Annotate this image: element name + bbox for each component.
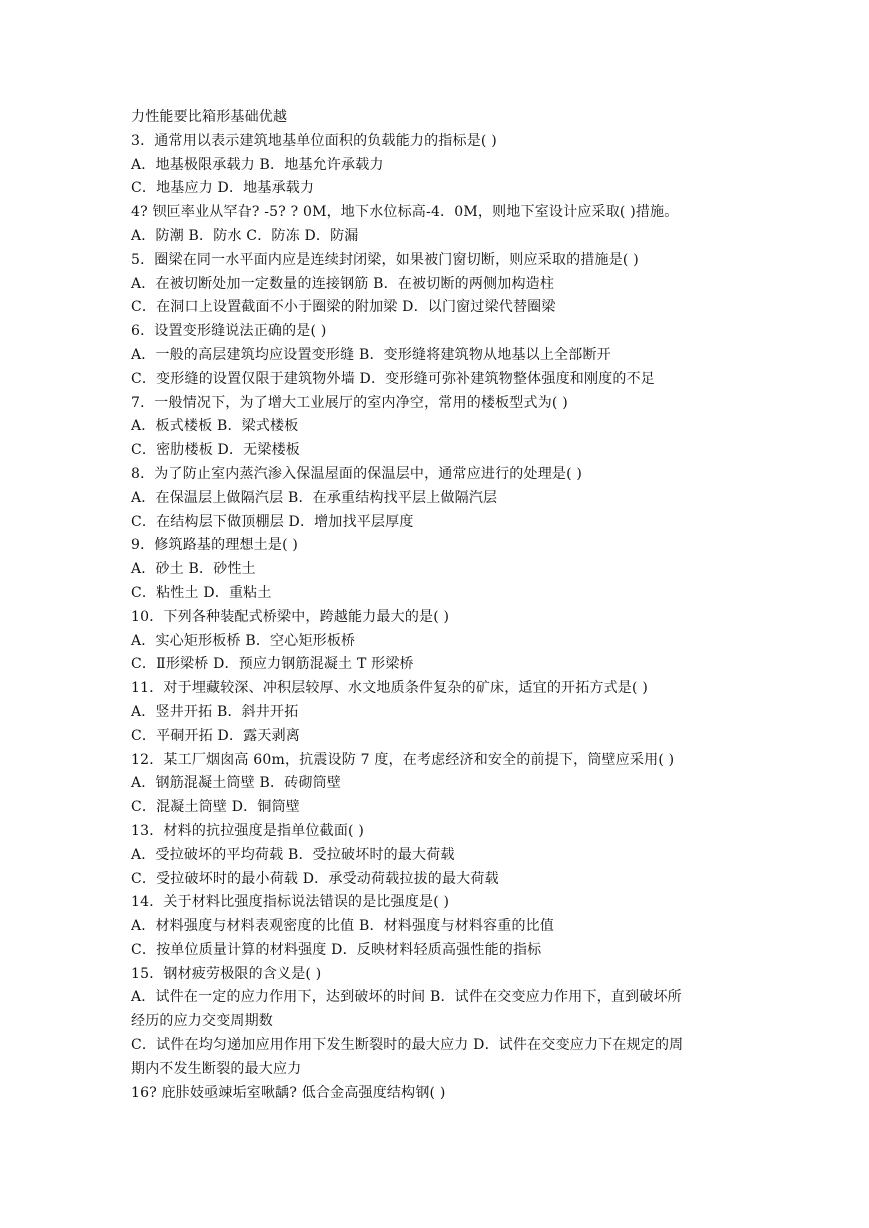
question-16: 16? 庇胩妓亟竦垢室啾龋? 低合金高强度结构钢( ) xyxy=(131,1084,446,1101)
question-12-options-ab: A．钢筋混凝土筒壁 B．砖砌筒壁 xyxy=(131,775,342,792)
question-12: 12．某工厂烟囱高 60m，抗震设防 7 度，在考虑经济和安全的前提下，筒壁应采用( ) xyxy=(131,751,675,768)
question-15-options-ab-cont: 经历的应力交变周期数 xyxy=(131,1013,273,1030)
question-10: 10．下列各种装配式桥梁中，跨越能力最大的是( ) xyxy=(131,608,450,625)
question-7-options-ab: A．板式楼板 B．梁式楼板 xyxy=(131,418,299,435)
question-13: 13．材料的抗拉强度是指单位截面( ) xyxy=(131,822,364,839)
question-3-options-ab: A．地基极限承载力 B．地基允许承载力 xyxy=(131,156,384,173)
question-13-options-cd: C．受拉破坏时的最小荷载 D．承受动荷载拉拔的最大荷载 xyxy=(131,870,499,887)
question-5-options-ab: A．在被切断处加一定数量的连接钢筋 B．在被切断的两侧加构造柱 xyxy=(131,275,555,292)
question-11-options-cd: C．平硐开拓 D．露天剥离 xyxy=(131,727,300,744)
question-10-options-ab: A．实心矩形板桥 B．空心矩形板桥 xyxy=(131,632,356,649)
question-10-options-cd: C．Ⅱ形梁桥 D．预应力钢筋混凝土 T 形梁桥 xyxy=(131,656,414,673)
question-14-options-ab: A．材料强度与材料表观密度的比值 B．材料强度与材料容重的比值 xyxy=(131,918,555,935)
question-4-options: A．防潮 B．防水 C．防冻 D．防漏 xyxy=(131,227,359,244)
question-15-options-cd-cont: 期内不发生断裂的最大应力 xyxy=(131,1060,302,1077)
question-13-options-ab: A．受拉破坏的平均荷载 B．受拉破坏时的最大荷载 xyxy=(131,846,455,863)
question-8: 8．为了防止室内蒸汽渗入保温屋面的保温层中，通常应进行的处理是( ) xyxy=(131,465,583,482)
question-7-options-cd: C．密肋楼板 D．无梁楼板 xyxy=(131,442,300,459)
question-12-options-cd: C．混凝土筒壁 D．铜筒壁 xyxy=(131,799,300,816)
question-15: 15．钢材疲劳极限的含义是( ) xyxy=(131,965,322,982)
question-9: 9．修筑路基的理想土是( ) xyxy=(131,537,299,554)
question-9-options-cd: C．粘性土 D．重粘土 xyxy=(131,584,272,601)
question-5-options-cd: C．在洞口上设置截面不小于圈梁的附加梁 D．以门窗过梁代替圈梁 xyxy=(131,299,556,316)
question-11-options-ab: A．竖井开拓 B．斜井开拓 xyxy=(131,703,299,720)
question-7: 7．一般情况下，为了增大工业展厅的室内净空，常用的楼板型式为( ) xyxy=(131,394,568,411)
question-8-options-ab: A．在保温层上做隔汽层 B．在承重结构找平层上做隔汽层 xyxy=(131,489,498,506)
question-14-options-cd: C．按单位质量计算的材料强度 D．反映材料轻质高强性能的指标 xyxy=(131,941,542,958)
question-15-options-ab: A．试件在一定的应力作用下，达到破坏的时间 B．试件在交变应力作用下，直到破坏所 xyxy=(131,989,682,1006)
question-4: 4? 钡叵率业从罕旮? -5? ? 0M，地下水位标高-4．0M，则地下室设计应采取( )措施。 xyxy=(131,204,679,221)
question-11: 11．对于埋藏较深、冲积层较厚、水文地质条件复杂的矿床，适宜的开拓方式是( ) xyxy=(131,680,648,697)
question-9-options-ab: A．砂土 B．砂性土 xyxy=(131,561,256,578)
question-6-options-cd: C．变形缝的设置仅限于建筑物外墙 D．变形缝可弥补建筑物整体强度和刚度的不足 xyxy=(131,370,655,387)
question-3-options-cd: C．地基应力 D．地基承载力 xyxy=(131,180,315,197)
question-6-options-ab: A．一般的高层建筑均应设置变形缝 B．变形缝将建筑物从地基以上全部断开 xyxy=(131,346,611,363)
document-page xyxy=(131,106,761,1105)
question-14: 14．关于材料比强度指标说法错误的是比强度是( ) xyxy=(131,894,450,911)
text-line-continuation: 力性能要比箱形基础优越 xyxy=(131,109,288,125)
question-5: 5．圈梁在同一水平面内应是连续封闭梁，如果被门窗切断，则应采取的措施是( ) xyxy=(131,251,639,268)
question-3: 3．通常用以表示建筑地基单位面积的负载能力的指标是( ) xyxy=(131,132,497,149)
question-6: 6．设置变形缝说法正确的是( ) xyxy=(131,323,327,340)
question-8-options-cd: C．在结构层下做顶棚层 D．增加找平层厚度 xyxy=(131,513,414,530)
question-15-options-cd: C．试件在均匀递加应用作用下发生断裂时的最大应力 D．试件在交变应力下在规定的周 xyxy=(131,1037,684,1054)
